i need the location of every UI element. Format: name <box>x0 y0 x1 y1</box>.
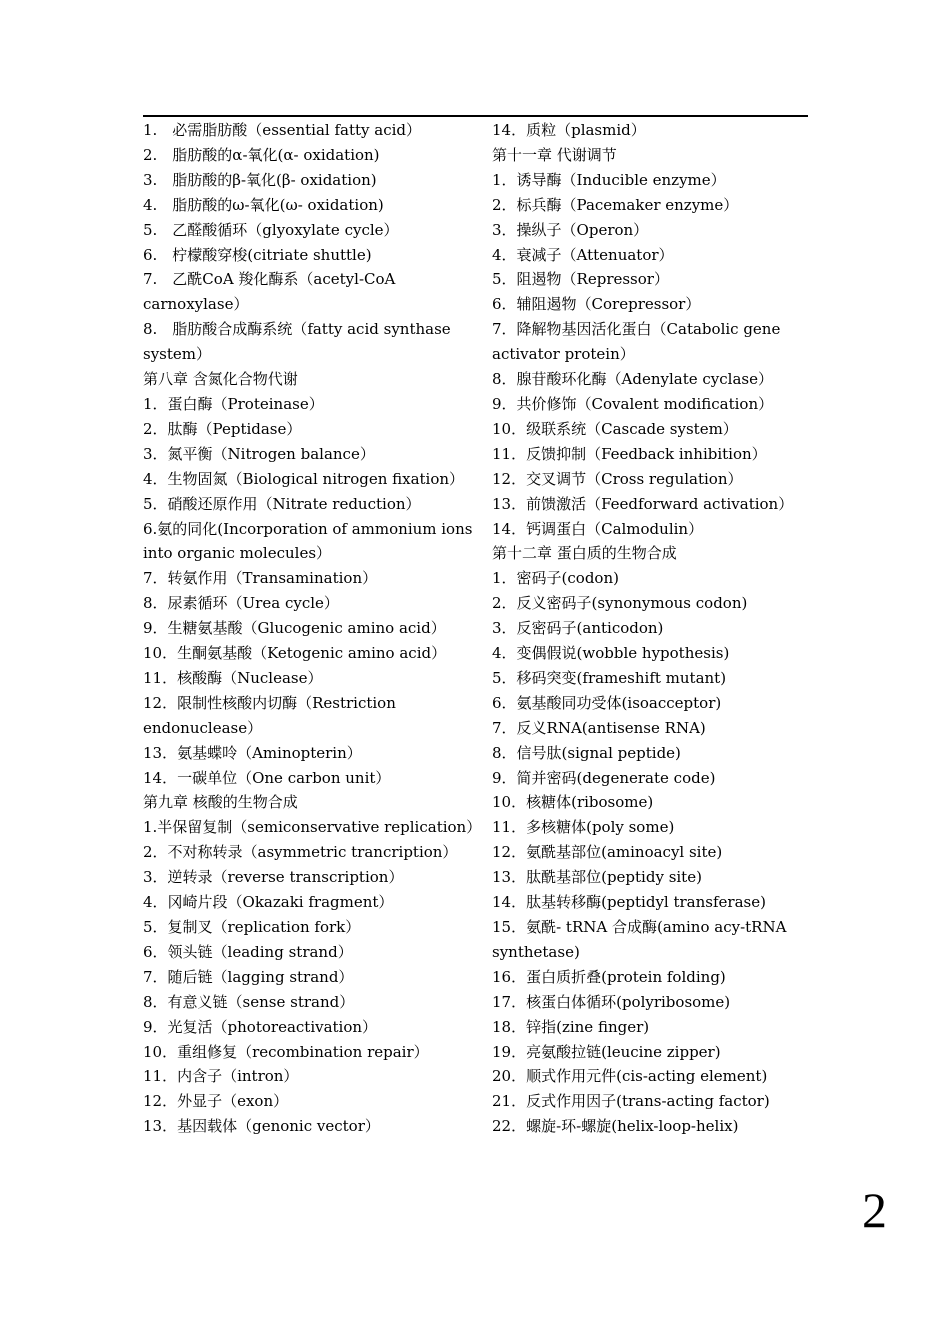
text-line: 1．密码子(codon) <box>492 569 619 588</box>
text-line: 5．复制叉（replication fork） <box>143 918 361 936</box>
text-line: 14．钙调蛋白（Calmodulin） <box>492 519 704 538</box>
text-line: 4．衰减子（Attenuator） <box>492 245 674 264</box>
text-line: 3. 脂肪酸的β-氧化(β- oxidation) <box>143 170 377 189</box>
text-line: 11．多核糖体(poly some) <box>492 818 675 837</box>
text-line: 11．反馈抑制（Feedback inhibition） <box>492 444 767 463</box>
text-line: 5．阻遏物（Repressor） <box>492 270 669 289</box>
text-line: 4．变偶假说(wobble hypothesis) <box>492 644 730 663</box>
text-line: 第九章 核酸的生物合成 <box>143 793 298 812</box>
text-line: 9．简并密码(degenerate code) <box>492 768 716 787</box>
text-line: 18．锌指(zine finger) <box>492 1017 650 1036</box>
text-line: 第十二章 蛋白质的生物合成 <box>492 544 677 563</box>
right-column <box>492 118 810 1139</box>
text-line: 7. 乙酰CoA 羧化酶系（acetyl-CoA <box>143 270 396 289</box>
text-line: 4．生物固氮（Biological nitrogen fixation） <box>143 469 465 488</box>
text-line: 10．生酮氨基酸（Ketogenic amino acid） <box>143 644 447 663</box>
text-line: 1. 必需脂肪酸（essential fatty acid） <box>143 121 421 139</box>
text-line: 3．逆转录（reverse transcription） <box>143 868 404 887</box>
text-line: 12．交叉调节（Cross regulation） <box>492 469 743 488</box>
text-line: 第十一章 代谢调节 <box>492 145 617 164</box>
text-line: 16．蛋白质折叠(protein folding) <box>492 967 726 986</box>
text-line: 2. 脂肪酸的α-氧化(α- oxidation) <box>143 145 380 164</box>
text-line: 4．冈崎片段（Okazaki fragment） <box>143 893 394 912</box>
text-line: 20．顺式作用元件(cis-acting element) <box>492 1067 768 1086</box>
text-line: activator protein） <box>492 345 635 364</box>
text-line: 14．一碳单位（One carbon unit） <box>143 768 391 787</box>
text-line: 10．级联系统（Cascade system） <box>492 419 738 438</box>
text-line: 1.半保留复制（semiconservative replication） <box>143 818 482 837</box>
text-line: 5．硝酸还原作用（Nitrate reduction） <box>143 494 421 513</box>
text-line: 2．标兵酶（Pacemaker enzyme） <box>492 195 739 214</box>
text-line: 11．内含子（intron） <box>143 1067 299 1086</box>
text-line: 13．氨基蝶呤（Aminopterin） <box>143 743 362 762</box>
text-line: endonuclease） <box>143 718 263 737</box>
text-line: 7．转氨作用（Transamination） <box>143 569 378 588</box>
text-line: 17．核蛋白体循环(polyribosome) <box>492 992 731 1011</box>
text-line: 14．质粒（plasmid） <box>492 121 646 139</box>
text-line: 21．反式作用因子(trans-acting factor) <box>492 1092 770 1111</box>
text-line: 3．氮平衡（Nitrogen balance） <box>143 444 375 463</box>
text-line: 1．诱导酶（Inducible enzyme） <box>492 170 726 189</box>
text-line: 5．移码突变(frameshift mutant) <box>492 668 727 687</box>
text-line: 7．反义RNA(antisense RNA) <box>492 718 706 737</box>
text-line: 22．螺旋-环-螺旋(helix-loop-helix) <box>492 1117 739 1136</box>
text-line: 6．辅阻遏物（Corepressor） <box>492 295 701 314</box>
page-number: 2 <box>862 1182 887 1238</box>
text-line: 9．光复活（photoreactivation） <box>143 1017 378 1036</box>
text-line: 12．氨酰基部位(aminoacyl site) <box>492 843 723 862</box>
text-line: 7．降解物基因活化蛋白（Catabolic gene <box>492 320 781 339</box>
text-line: synthetase) <box>492 942 580 961</box>
text-line: 9．共价修饰（Covalent modification） <box>492 394 774 413</box>
text-line: 2．不对称转录（asymmetric trancription） <box>143 843 458 862</box>
text-line: 13．前馈激活（Feedforward activation） <box>492 494 794 513</box>
text-line: 8．有意义链（sense strand） <box>143 992 355 1011</box>
text-line: 2．反义密码子(synonymous codon) <box>492 594 748 613</box>
text-line: 4. 脂肪酸的ω-氧化(ω- oxidation) <box>143 195 384 214</box>
text-line: 7．随后链（lagging strand） <box>143 967 354 986</box>
text-line: 12．限制性核酸内切酶（Restriction <box>143 693 396 712</box>
text-line: 9．生糖氨基酸（Glucogenic amino acid） <box>143 619 446 638</box>
text-line: 15．氨酰- tRNA 合成酶(amino acy-tRNA <box>492 918 787 936</box>
text-line: 11．核酸酶（Nuclease） <box>143 668 323 687</box>
text-line: 14．肽基转移酶(peptidyl transferase) <box>492 893 766 912</box>
text-line: 13．基因载体（genonic vector） <box>143 1117 380 1136</box>
text-line: 3．反密码子(anticodon) <box>492 619 664 638</box>
text-line: 13．肽酰基部位(peptidy site) <box>492 868 702 887</box>
text-line: 10．核糖体(ribosome) <box>492 793 654 812</box>
text-line: 3．操纵子（Operon） <box>492 220 649 239</box>
text-line: 6.氨的同化(Incorporation of ammonium ions <box>143 519 473 538</box>
text-line: into organic molecules） <box>143 544 332 563</box>
text-line: carnoxylase） <box>143 295 249 314</box>
text-line: 8．信号肽(signal peptide) <box>492 743 681 762</box>
text-line: 6. 柠檬酸穿梭(citriate shuttle) <box>143 245 372 264</box>
text-line: 8．腺苷酸环化酶（Adenylate cyclase） <box>492 370 773 389</box>
left-column <box>143 118 482 1139</box>
text-line: 8. 脂肪酸合成酶系统（fatty acid synthase <box>143 320 451 339</box>
text-line: 6．氨基酸同功受体(isoacceptor) <box>492 693 722 712</box>
text-line: 6．领头链（leading strand） <box>143 942 353 961</box>
text-line: 1．蛋白酶（Proteinase） <box>143 394 324 413</box>
text-line: 5. 乙醛酸循环（glyoxylate cycle） <box>143 220 399 239</box>
header-rule <box>143 115 808 117</box>
text-line: 2．肽酶（Peptidase） <box>143 419 302 438</box>
text-line: 第八章 含氮化合物代谢 <box>143 370 298 389</box>
text-line: 10．重组修复（recombination repair） <box>143 1042 429 1061</box>
text-line: system） <box>143 345 211 364</box>
text-line: 12．外显子（exon） <box>143 1092 289 1111</box>
text-line: 19．亮氨酸拉链(leucine zipper) <box>492 1042 721 1061</box>
text-line: 8．尿素循环（Urea cycle） <box>143 594 339 613</box>
